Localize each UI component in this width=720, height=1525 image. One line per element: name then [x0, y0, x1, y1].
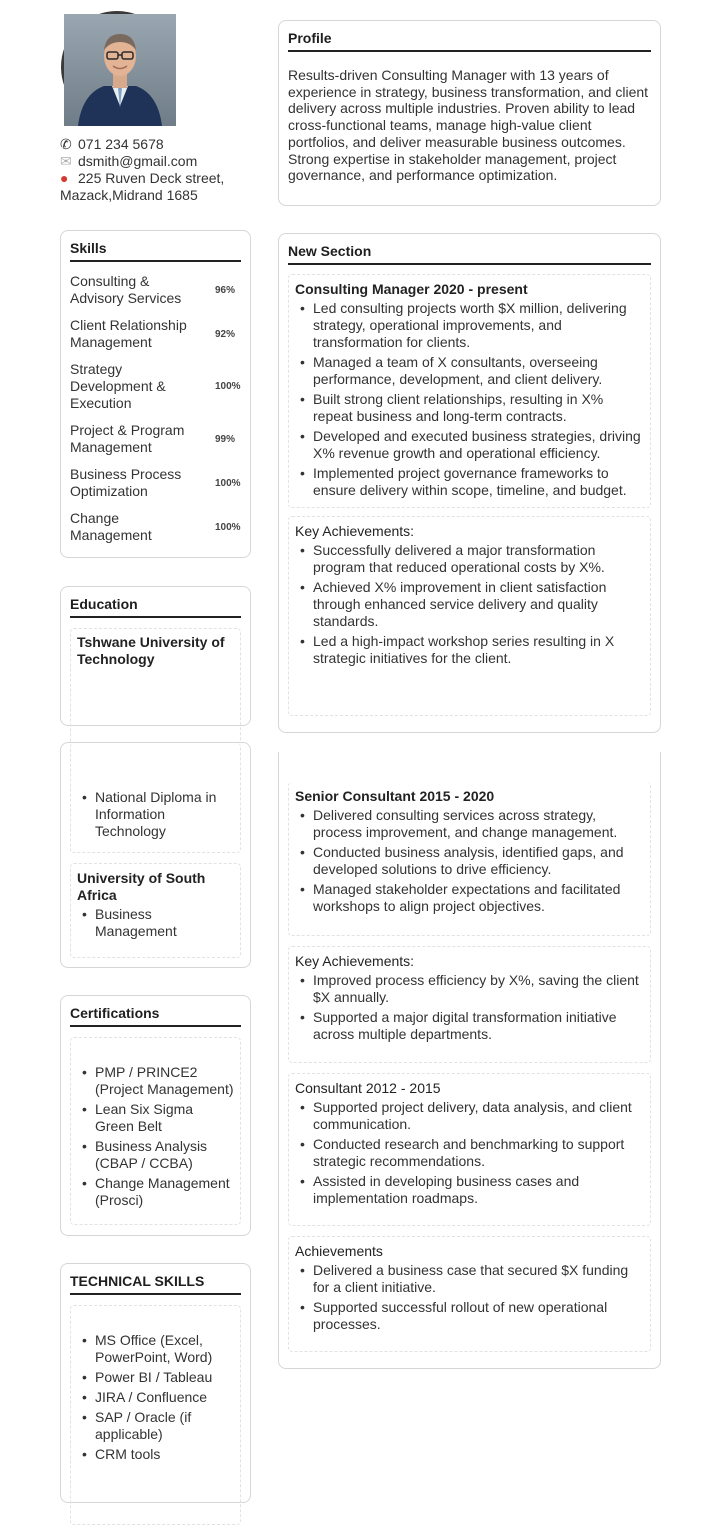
phone-number: 071 234 5678 — [78, 136, 164, 152]
list-item: • Improved process efficiency by X%, saving the client $X annually. — [295, 972, 644, 1006]
achievements-list — [295, 1262, 644, 1333]
job-duties-list — [295, 1099, 644, 1207]
list-item: • Change Management (Prosci) — [77, 1175, 234, 1209]
list-item: • Supported successful rollout of new operational processes. — [295, 1299, 644, 1333]
qualification-list — [77, 906, 234, 940]
skill-row — [70, 510, 241, 544]
skill-row — [70, 466, 241, 500]
resume-page-1 — [0, 0, 720, 698]
education-entry — [70, 628, 241, 748]
achievements-title: Achievements — [295, 1243, 383, 1259]
certifications-card — [60, 995, 251, 1236]
achievements-title: Key Achievements: — [295, 523, 415, 539]
skill-percent: 100% — [215, 381, 241, 392]
job-duties-list — [295, 300, 644, 499]
skill-percent: 96% — [215, 284, 236, 296]
education-entry — [70, 743, 241, 853]
skill-name: Change Management — [70, 510, 152, 543]
education-card — [60, 586, 251, 726]
skill-percent: 100% — [215, 521, 241, 533]
achievements-list — [295, 972, 644, 1043]
list-item: • Lean Six Sigma Green Belt — [77, 1101, 234, 1135]
job-title: Senior Consultant 2015 - 2020 — [295, 788, 495, 804]
skill-name: Consulting & Advisory Services — [70, 273, 182, 306]
education-card-continued — [60, 742, 251, 968]
envelope-icon: ✉ — [60, 153, 72, 169]
email-address: dsmith@gmail.com — [78, 153, 198, 169]
education-heading: Education — [70, 596, 241, 618]
email-line — [60, 153, 260, 170]
list-item: • Assisted in developing business cases and implementation roadmaps. — [295, 1173, 644, 1207]
job-entry — [288, 1073, 651, 1226]
list-item: • JIRA / Confluence — [77, 1389, 234, 1406]
skill-name: Business Process Optimization — [70, 466, 182, 499]
technical-skills-list — [77, 1332, 234, 1463]
list-item: • Achieved X% improvement in client satisfaction through enhanced service delivery and quality standards. — [295, 579, 644, 630]
achievements-entry — [288, 1236, 651, 1352]
address-street: 225 Ruven Deck street, — [78, 170, 225, 186]
list-item: • Developed and executed business strategies, driving X% revenue growth and operational efficiency. — [295, 428, 644, 462]
certifications-heading: Certifications — [70, 1005, 241, 1027]
skills-heading: Skills — [70, 240, 241, 262]
profile-card — [278, 20, 661, 206]
achievements-entry — [288, 516, 651, 716]
skill-name: Project & Program Management — [70, 422, 185, 455]
person-portrait-icon — [64, 14, 176, 126]
achievements-list — [295, 542, 644, 667]
skill-name: Client Relationship Management — [70, 317, 187, 350]
contact-info — [60, 136, 260, 204]
skill-name: Strategy Development & Execution — [70, 361, 166, 411]
list-item: • Business Analysis (CBAP / CCBA) — [77, 1138, 234, 1172]
address-line — [60, 170, 260, 187]
skill-row — [70, 273, 241, 307]
job-title: Consultant 2012 - 2015 — [295, 1080, 441, 1096]
list-item: • Led a high-impact workshop series resulting in X strategic initiatives for the client. — [295, 633, 644, 667]
skill-percent: 100% — [215, 477, 241, 489]
list-item: • Delivered consulting services across strategy, process improvement, and change management. — [295, 807, 644, 841]
list-item: • Power BI / Tableau — [77, 1369, 234, 1386]
skill-percent: 99% — [215, 433, 236, 445]
list-item: • Built strong client relationships, resulting in X% repeat business and long-term contracts. — [295, 391, 644, 425]
list-item: • Successfully delivered a major transformation program that reduced operational costs by X%. — [295, 542, 644, 576]
skill-percent: 92% — [215, 328, 236, 340]
achievements-entry — [288, 946, 651, 1063]
job-entry — [288, 274, 651, 508]
list-item: • MS Office (Excel, PowerPoint, Word) — [77, 1332, 234, 1366]
list-item: • National Diploma in Information Technology — [77, 789, 234, 840]
experience-heading: New Section — [288, 243, 651, 265]
profile-photo — [61, 11, 173, 123]
list-item: • Conducted business analysis, identified gaps, and developed solutions to drive efficiency. — [295, 844, 644, 878]
job-duties-list — [295, 807, 644, 915]
institution-name: University of South Africa — [77, 870, 206, 903]
achievements-title: Key Achievements: — [295, 953, 415, 969]
job-entry — [288, 782, 651, 936]
list-item: • Delivered a business case that secured $X funding for a client initiative. — [295, 1262, 644, 1296]
certifications-list — [77, 1064, 234, 1209]
skills-card — [60, 230, 251, 558]
list-item: • Supported a major digital transformation initiative across multiple departments. — [295, 1009, 644, 1043]
skill-row — [70, 317, 241, 351]
list-item: • Conducted research and benchmarking to support strategic recommendations. — [295, 1136, 644, 1170]
list-item: • CRM tools — [77, 1446, 234, 1463]
experience-card — [278, 233, 661, 733]
education-entry — [70, 863, 241, 958]
list-item: • Business Management — [77, 906, 234, 940]
technical-skills-list-box — [70, 1305, 241, 1525]
technical-skills-heading: TECHNICAL SKILLS — [70, 1273, 241, 1295]
list-item: • SAP / Oracle (if applicable) — [77, 1409, 234, 1443]
resume-page-2 — [0, 782, 720, 1462]
phone-icon: ✆ — [60, 136, 72, 152]
list-item: • Implemented project governance frameworks to ensure delivery within scope, timeline, and budget. — [295, 465, 644, 499]
skill-row — [70, 361, 241, 412]
profile-summary: Results-driven Consulting Manager with 13 years of experience in strategy, business transformation, and client delivery across multiple industries. Proven ability to lead cross-functional teams, manage high-value client portfolios, and deliver measurable business outcomes. Strong expertise in stakeholder management, project governance, and performance optimization. — [288, 67, 649, 184]
list-item: • PMP / PRINCE2 (Project Management) — [77, 1064, 234, 1098]
list-item: • Supported project delivery, data analysis, and client communication. — [295, 1099, 644, 1133]
certifications-list-box — [70, 1037, 241, 1225]
profile-heading: Profile — [288, 30, 651, 52]
list-item: • Managed a team of X consultants, overseeing performance, development, and client delivery. — [295, 354, 644, 388]
technical-skills-card — [60, 1263, 251, 1503]
qualification-list — [77, 789, 234, 840]
institution-name: Tshwane University of Technology — [77, 634, 225, 667]
phone-line — [60, 136, 260, 153]
location-pin-icon: ● — [60, 170, 69, 186]
address-city: Mazack,Midrand 1685 — [60, 187, 198, 203]
list-item: • Managed stakeholder expectations and facilitated workshops to align project objectives. — [295, 881, 644, 915]
list-item: • Led consulting projects worth $X million, delivering strategy, operational improvements, and transformation for clients. — [295, 300, 644, 351]
experience-card-continued — [278, 752, 661, 1369]
job-title: Consulting Manager 2020 - present — [295, 281, 528, 297]
skill-row — [70, 422, 241, 456]
